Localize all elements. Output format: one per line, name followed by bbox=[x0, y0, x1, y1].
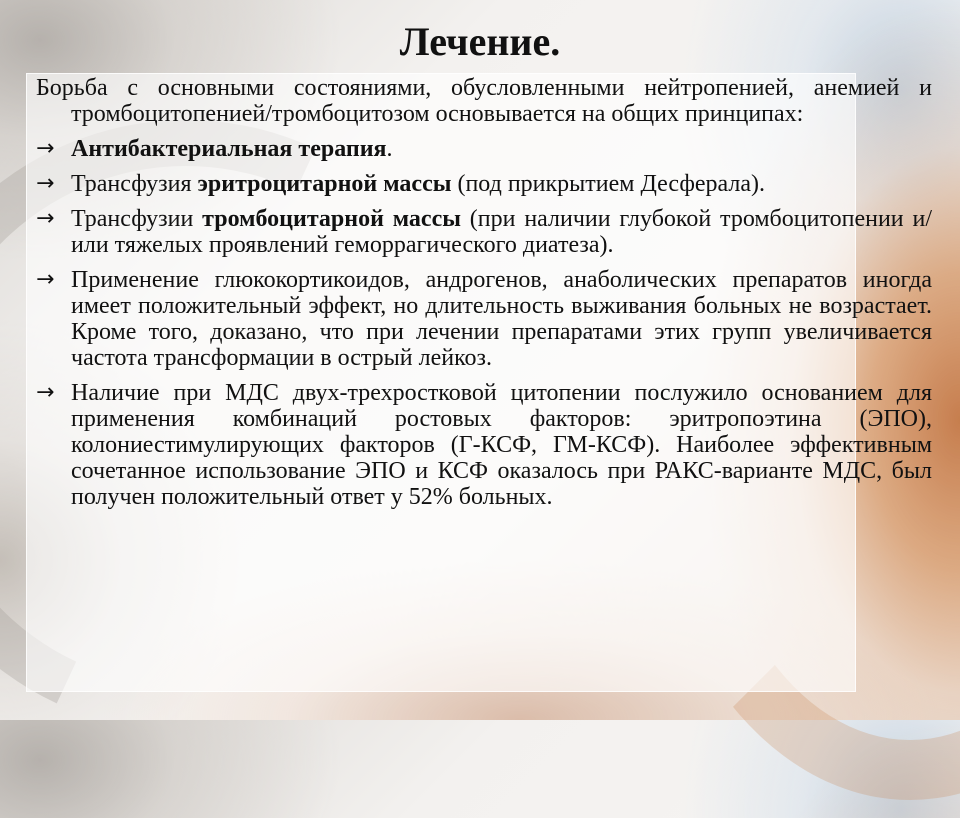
bullet-bold: тромбоцитарной массы bbox=[202, 206, 461, 232]
bullet-item-platelet bbox=[36, 206, 932, 258]
bullet-text: Наличие при МДС двух-трехростковой цитопении послужило основанием для применения комбинаций ростовых факторов: эритропоэтина (ЭПО), колониестимулирующих факторов (Г-КСФ, ГМ-КСФ). Наиболее эффективным сочетанное использование ЭПО и КСФ оказалось при РАКС-варианте МДС, был получен положительный ответ у 52% больных. bbox=[71, 380, 932, 510]
bullet-text: Антибактериальная терапия. bbox=[71, 136, 393, 162]
arrow-right-icon: → bbox=[36, 206, 55, 231]
bullet-item-growth-factors bbox=[36, 380, 932, 510]
bullet-bold: эритроцитарной массы bbox=[197, 171, 452, 197]
bullet-text: Трансфузия эритроцитарной массы (под прикрытием Десферала). bbox=[71, 171, 766, 197]
slide-content bbox=[36, 75, 932, 519]
bullet-text: Трансфузии тромбоцитарной массы (при наличии глубокой тромбоцитопении и/или тяжелых проявлений геморрагического диатеза). bbox=[71, 206, 932, 258]
intro-paragraph: Борьба с основными состояниями, обусловленными нейтропенией, анемией и тромбоцитопенией/тромбоцитозом основывается на общих принципах: bbox=[36, 75, 932, 127]
slide-title: Лечение. bbox=[399, 19, 561, 64]
arrow-right-icon: → bbox=[36, 267, 55, 292]
bullet-item-erythrocyte bbox=[36, 171, 932, 197]
bullet-item-glucocorticoids bbox=[36, 267, 932, 371]
arrow-right-icon: → bbox=[36, 380, 55, 405]
arrow-right-icon: → bbox=[36, 171, 55, 196]
bullet-item-antibacterial bbox=[36, 136, 932, 162]
bullet-text: Применение глюкокортикоидов, андрогенов, анаболических препаратов иногда имеет положительный эффект, но длительность выживания больных не возрастает. Кроме того, доказано, что при лечении препаратами этих групп увеличивается частота трансформации в острый лейкоз. bbox=[71, 267, 932, 371]
bullet-bold: Антибактериальная терапия bbox=[71, 136, 387, 162]
arrow-right-icon: → bbox=[36, 136, 55, 161]
